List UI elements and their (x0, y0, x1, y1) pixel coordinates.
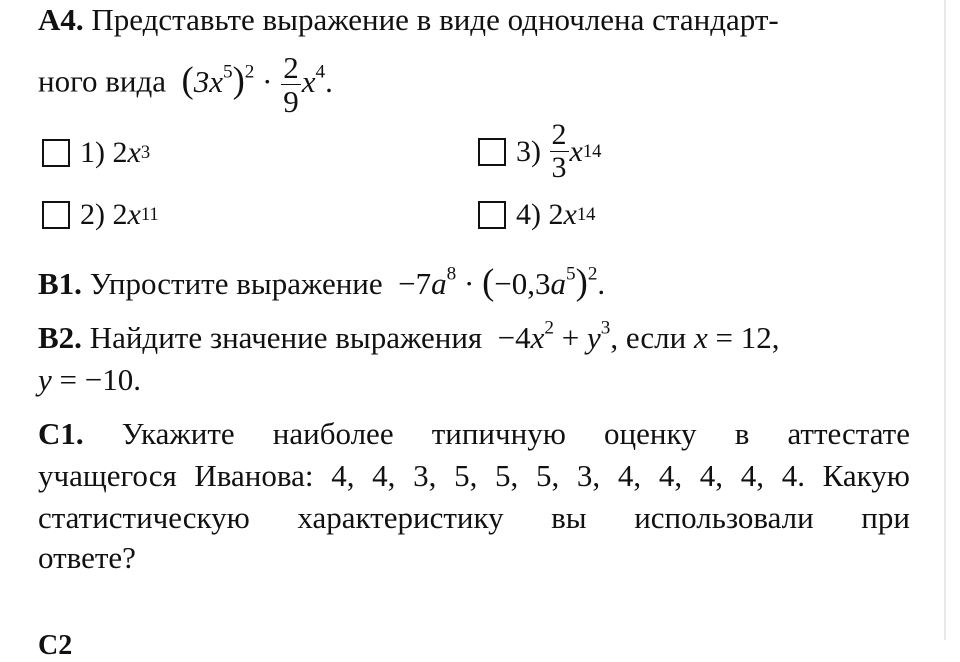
a4-expr-var: x (301, 63, 316, 99)
b2-cond-y-val: = −10. (59, 362, 141, 397)
b1-var2: a (550, 266, 567, 301)
b2-prompt: Найдите значение выражения (89, 320, 483, 355)
b2-var-x: x (530, 320, 545, 355)
option-4[interactable]: 4) 2 x 14 (478, 198, 595, 232)
option-4-var: x (563, 198, 577, 231)
a4-expr-inner-exp: 5 (223, 61, 233, 83)
c1-word: ответе? (38, 540, 136, 575)
c1-word: вы (551, 500, 587, 535)
c1-line-3 (38, 498, 910, 538)
c1-word: учащегося (38, 458, 177, 493)
option-1-checkbox[interactable] (42, 139, 70, 167)
option-3[interactable]: 3) $\frac{2}{3}$ x 14 (478, 120, 601, 183)
b2-cond-y-var: y (38, 362, 52, 397)
b2-exp-x: 2 (544, 317, 555, 339)
a4-number: A4. (38, 2, 84, 37)
option-2-var: x (127, 198, 141, 231)
option-3-frac-num: 2 (551, 118, 567, 151)
b2-var-y: y (587, 320, 601, 355)
b1-var1: a (431, 266, 447, 301)
option-1-var: x (127, 136, 141, 169)
option-2-number: 2) (80, 198, 105, 231)
c1-word: наиболее (272, 416, 394, 451)
b1-number: B1. (38, 266, 82, 301)
c1-line-2 (38, 456, 910, 496)
c1-grade: 4, (372, 458, 396, 493)
c1-word: аттестате (787, 416, 910, 451)
option-4-number: 4) (516, 198, 541, 231)
b1-exp1: 8 (446, 263, 457, 285)
a4-line-2 (38, 52, 333, 117)
c1-grade: 5, (535, 458, 560, 493)
c1-word: использовали (634, 500, 814, 535)
a4-expr-base: 3x (193, 63, 223, 99)
option-3-frac-den: 3 (551, 151, 567, 184)
c1-word: Иванова: (194, 458, 314, 493)
c1-grade: 5, (454, 458, 478, 493)
c1-grade: 4, (740, 458, 764, 493)
option-2[interactable]: 2) 2 x 11 (42, 198, 159, 232)
c1-grade: 4. (781, 458, 805, 493)
a4-prompt: Представьте выражение в виде одночлена стандарт- (91, 2, 779, 37)
b1-coef: −7 (398, 266, 432, 301)
option-3-var: x (569, 134, 583, 168)
b1-expression: $-7a^8 \cdot (-0,3a^5)^2$. (398, 261, 606, 302)
b2-coef: −4 (497, 320, 531, 355)
b2-line-1 (38, 318, 910, 358)
option-2-coef: 2 (112, 198, 128, 231)
a4-expr-outer-exp: 2 (244, 61, 255, 83)
option-1-coef: 2 (112, 136, 128, 169)
a4-expression: $(3x^5)^2$ · $\frac{2}{9}$ $x^4$. (181, 50, 333, 119)
option-3-checkbox[interactable] (478, 138, 506, 166)
b2-number: B2. (38, 320, 82, 355)
c1-grade: 3, (576, 458, 601, 493)
option-4-checkbox[interactable] (478, 201, 506, 229)
b2-line-2 (38, 360, 141, 400)
c1-grade: 4, (331, 458, 355, 493)
b1-prompt: Упростите выражение (89, 266, 383, 301)
b2-cond-x-val: = 12, (715, 320, 780, 355)
next-task-number-partial: С2 (38, 630, 73, 661)
b1-line (38, 262, 605, 304)
a4-text-line-1 (38, 0, 779, 40)
c1-grade: 3, (413, 458, 437, 493)
option-4-coef: 2 (548, 198, 564, 231)
option-3-fraction (550, 120, 569, 183)
b2-cond-x-var: x (694, 320, 708, 355)
c1-grade: 4, (617, 458, 642, 493)
c1-line-4 (38, 538, 136, 578)
c1-word: оценку (604, 416, 697, 451)
c1-word: статистическую (38, 500, 250, 535)
b2-if-word: , если (610, 320, 687, 355)
c1-word: типичную (431, 416, 566, 451)
a4-expr-var-exp: 4 (315, 61, 326, 83)
option-1-number: 1) (80, 136, 105, 169)
c1-line-1 (38, 414, 910, 454)
option-2-checkbox[interactable] (42, 201, 70, 229)
b1-exp2: 5 (566, 263, 576, 285)
c1-word: Какую (822, 458, 910, 493)
b2-plus: + (561, 320, 580, 355)
c1-grade: 4, (658, 458, 683, 493)
option-3-number: 3) (516, 134, 541, 168)
c1-number: С1. (38, 416, 84, 451)
a4-expr-fraction (281, 52, 301, 117)
b2-expression (497, 317, 611, 355)
b1-inner-coef: −0,3 (494, 266, 551, 301)
c1-word: Укажите (121, 416, 235, 451)
a4-line-1 (38, 0, 910, 40)
a4-prompt-cont: ного вида (38, 63, 167, 99)
page-edge-line (944, 0, 946, 640)
c1-word: характеристику (297, 500, 504, 535)
a4-frac-den: 9 (283, 84, 299, 119)
c1-grade: 5, (495, 458, 519, 493)
c1-word: в (734, 416, 750, 451)
option-1[interactable]: 1) 2 x 3 (42, 136, 150, 170)
b2-text (38, 318, 780, 358)
c1-word: при (861, 500, 910, 535)
c1-grade: 4, (699, 458, 724, 493)
a4-frac-num: 2 (283, 50, 299, 85)
b2-exp-y: 3 (600, 317, 611, 339)
b1-outer-exp: 2 (587, 263, 598, 285)
